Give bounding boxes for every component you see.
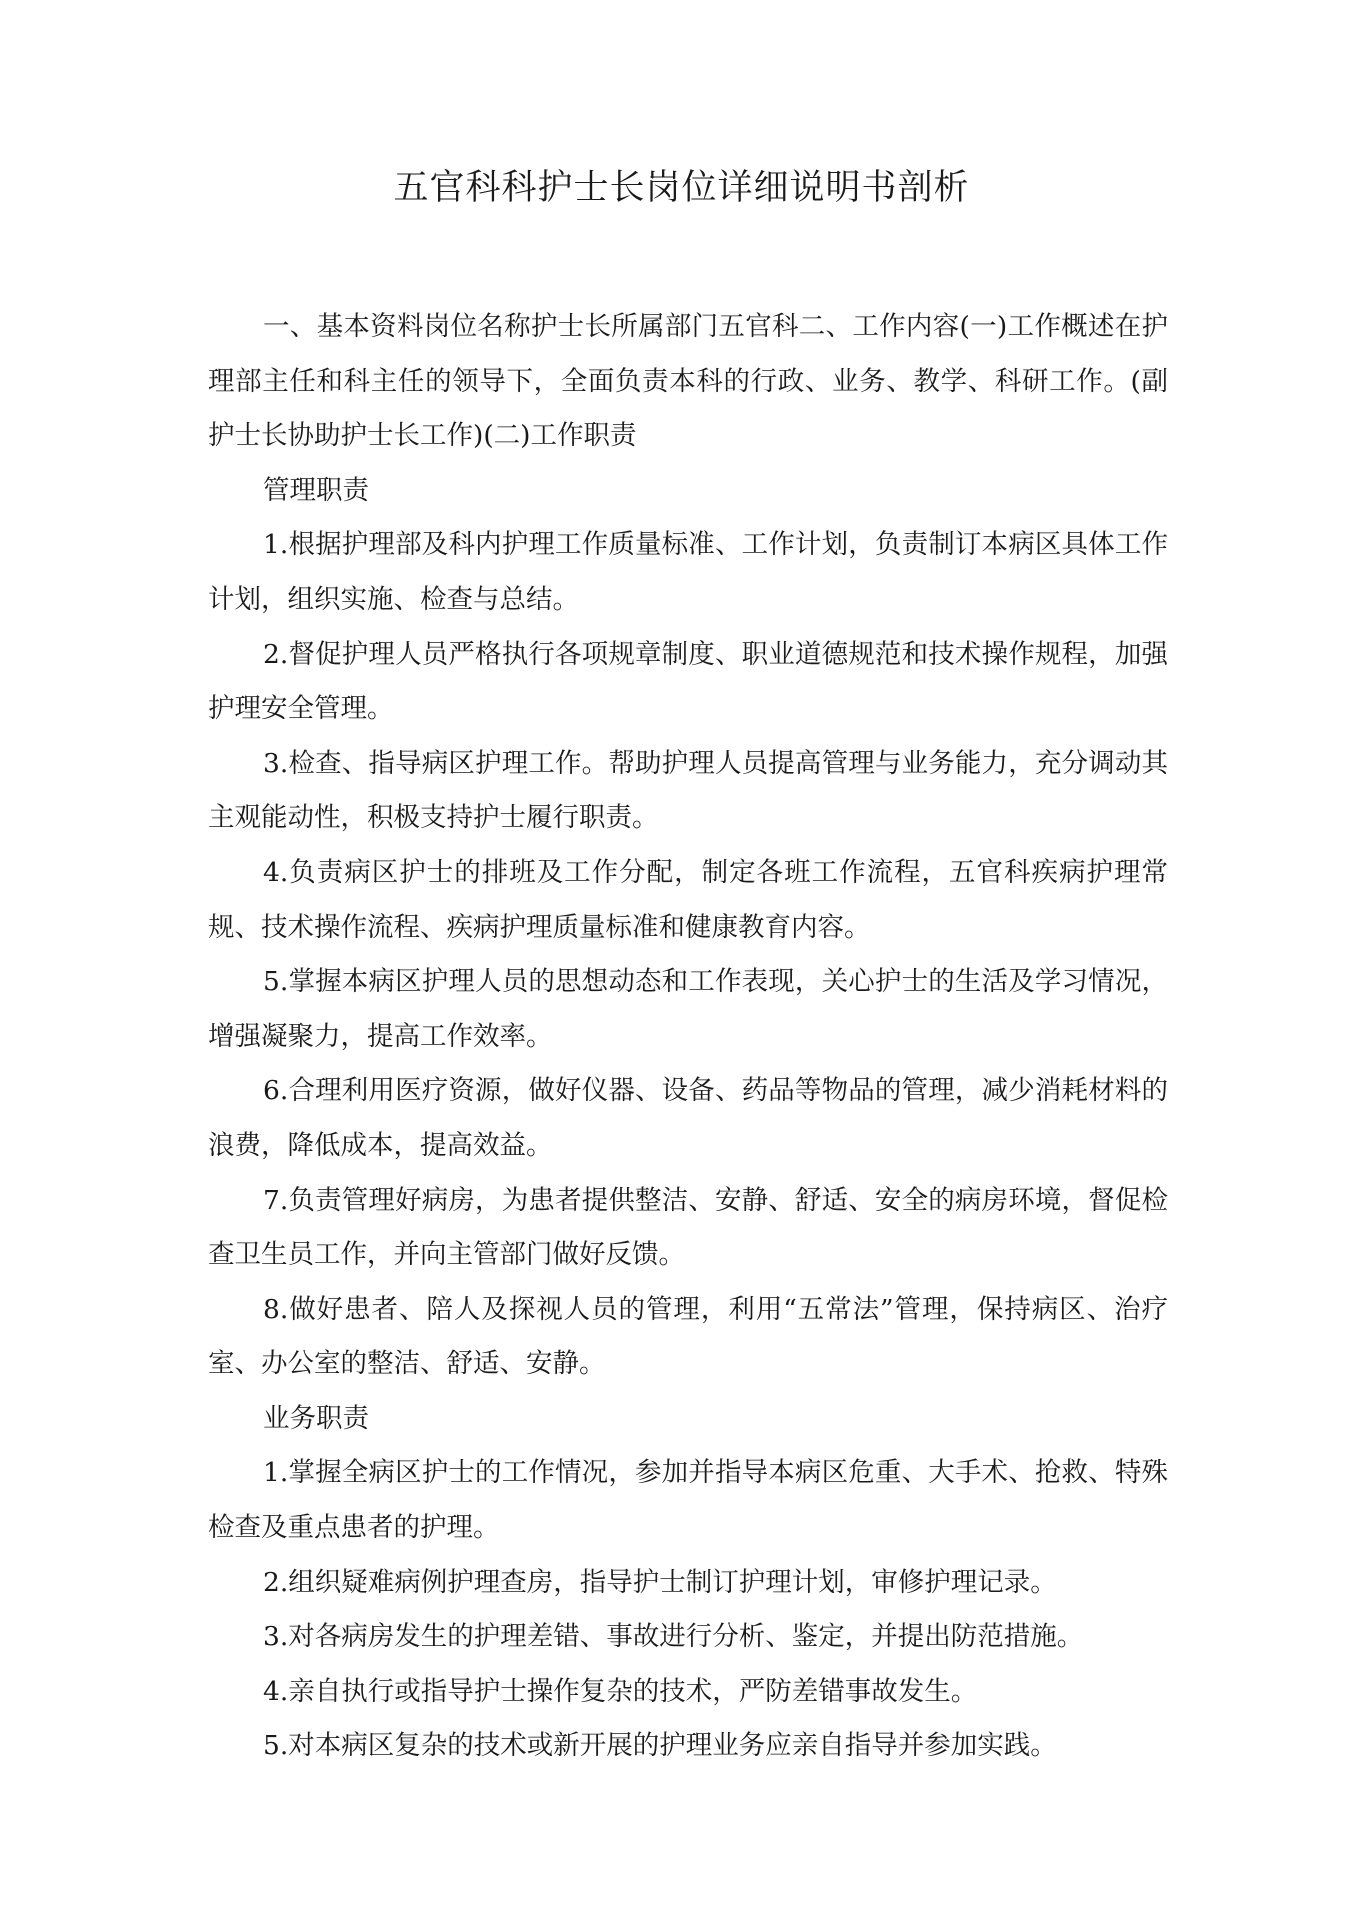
management-item: 3.检查、指导病区护理工作。帮助护理人员提高管理与业务能力，充分调动其主观能动性，积极支持护士履行职责。 bbox=[208, 747, 1168, 834]
management-item: 2.督促护理人员严格执行各项规章制度、职业道德规范和技术操作规程，加强护理安全管理。 bbox=[208, 638, 1168, 725]
business-item: 2.组织疑难病例护理查房，指导护士制订护理计划，审修护理记录。 bbox=[263, 1566, 1057, 1598]
business-item: 5.对本病区复杂的技术或新开展的护理业务应亲自指导并参加实践。 bbox=[263, 1730, 1057, 1762]
business-item: 3.对各病房发生的护理差错、事故进行分析、鉴定，并提出防范措施。 bbox=[263, 1621, 1084, 1653]
management-item: 7.负责管理好病房，为患者提供整洁、安静、舒适、安全的病房环境，督促检查卫生员工作，并向主管部门做好反馈。 bbox=[208, 1184, 1168, 1271]
document-title: 五官科科护士长岗位详细说明书剖析 bbox=[393, 168, 970, 208]
management-item: 5.掌握本病区护理人员的思想动态和工作表现，关心护士的生活及学习情况，增强凝聚力，提高工作效率。 bbox=[208, 966, 1168, 1052]
business-item: 1.掌握全病区护士的工作情况，参加并指导本病区危重、大手术、抢救、特殊检查及重点患者的护理。 bbox=[208, 1457, 1168, 1544]
management-item: 4.负责病区护士的排班及工作分配，制定各班工作流程，五官科疾病护理常规、技术操作流程、疾病护理质量标准和健康教育内容。 bbox=[208, 856, 1168, 943]
management-item: 8.做好患者、陪人及探视人员的管理，利用“五常法”管理，保持病区、治疗室、办公室的整洁、舒适、安静。 bbox=[208, 1293, 1168, 1380]
business-heading: 业务职责 bbox=[263, 1402, 369, 1434]
management-heading: 管理职责 bbox=[263, 474, 369, 506]
management-item: 6.合理利用医疗资源，做好仪器、设备、药品等物品的管理，减少消耗材料的浪费，降低成本，提高效益。 bbox=[208, 1075, 1168, 1161]
document-body bbox=[208, 300, 1168, 1774]
business-item: 4.亲自执行或指导护士操作复杂的技术，严防差错事故发生。 bbox=[263, 1675, 978, 1707]
intro-paragraph: 一、基本资料岗位名称护士长所属部门五官科二、工作内容(一)工作概述在护理部主任和科主任的领导下，全面负责本科的行政、业务、教学、科研工作。(副护士长协助护士长工作)(二)工作职责 bbox=[208, 311, 1168, 452]
management-item: 1.根据护理部及科内护理工作质量标准、工作计划，负责制订本病区具体工作计划，组织实施、检查与总结。 bbox=[208, 529, 1168, 615]
